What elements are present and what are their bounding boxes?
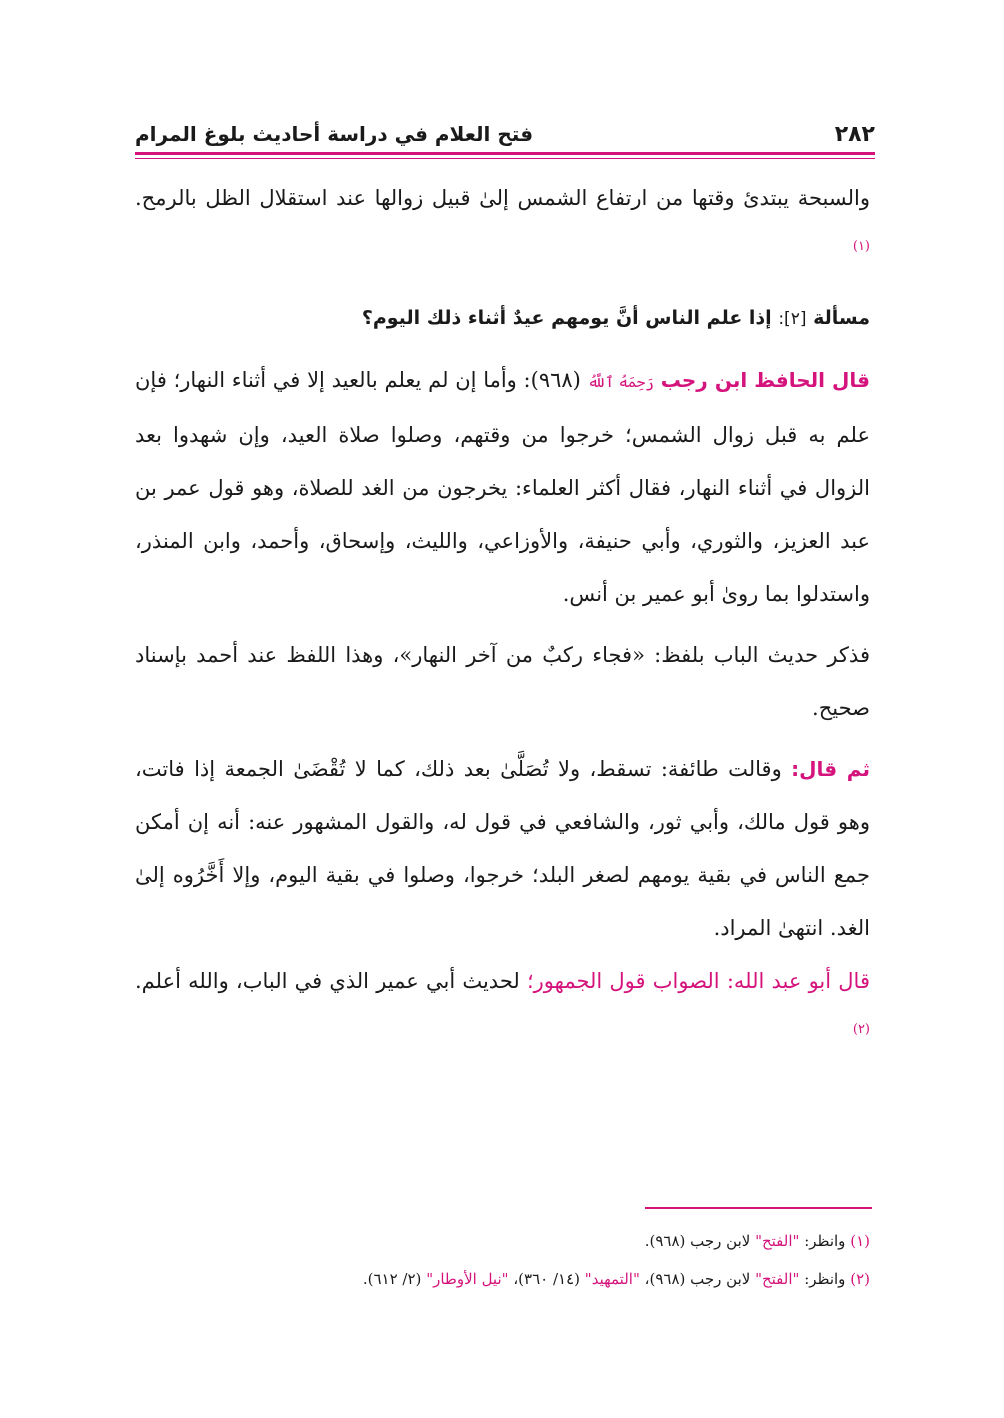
page-header: [135, 118, 875, 154]
main-text: [135, 172, 870, 1061]
paragraph-3-text: فذكر حديث الباب بلفظ: «فجاء ركبٌ من آخر النهار»، وهذا اللفظ عند أحمد بإسناد صحيح.: [135, 643, 870, 720]
footnote-2-source-3: "نيل الأوطار": [426, 1270, 509, 1288]
footnote-2-rest: (٢/ ٦١٢).: [362, 1270, 422, 1288]
paragraph-4: [135, 743, 870, 955]
page-number: ٢٨٢: [834, 122, 875, 147]
paragraph-1-text: والسبحة يبتدئ وقتها من ارتفاع الشمس إلىٰ قبيل زوالها عند استقلال الظل بالرمح.: [135, 186, 870, 210]
footnote-ref-2: (٢): [852, 1022, 870, 1037]
footnote-1: [135, 1222, 870, 1260]
footnote-1-source: "الفتح": [755, 1232, 800, 1250]
footnote-separator: [645, 1207, 872, 1209]
footnote-2-mid-2: (١٤/ ٣٦٠)،: [513, 1270, 581, 1288]
footnote-1-rest: لابن رجب (٩٦٨).: [644, 1232, 751, 1250]
honorific-mark: رَحِمَهُ ٱللَّهُ: [587, 373, 654, 391]
paragraph-5: [135, 955, 870, 1061]
paragraph-4-lead: ثم قال:: [791, 757, 870, 781]
running-book-title: فتح العلام في دراسة أحاديث بلوغ المرام: [135, 122, 534, 146]
footnotes: [135, 1222, 870, 1298]
issue-label: مسألة: [813, 307, 870, 329]
issue-heading: [135, 292, 870, 346]
header-rule-thick: [135, 152, 875, 155]
issue-title: إذا علم الناس أنَّ يومهم عيدٌ أثناء ذلك اليوم؟: [361, 307, 772, 329]
issue-number: [٢]:: [778, 309, 807, 329]
footnote-2-source-2: "التمهيد": [584, 1270, 640, 1288]
footnote-ref-1: (١): [852, 239, 870, 254]
footnote-2-mid-1: لابن رجب (٩٦٨)،: [644, 1270, 751, 1288]
paragraph-1: [135, 172, 870, 278]
paragraph-5-lead: قال أبو عبد الله: الصواب قول الجمهور؛: [526, 969, 870, 993]
footnote-2-number: (٢): [850, 1270, 870, 1288]
paragraph-4-text: وقالت طائفة: تسقط، ولا تُصَلَّىٰ بعد ذلك، كما لا تُقْضَىٰ الجمعة إذا فاتت، وهو قول مالك، وأبي ثور، والشافعي في قول له، والقول المشهور عنه: أنه إن أمكن جمع الناس في بقية يومهم لصغر البلد؛ خرجوا، وصلوا في بقية اليوم، وإلا أَخَّرُوه إلىٰ الغد. انتهىٰ المراد.: [135, 757, 870, 940]
paragraph-5-text: لحديث أبي عمير الذي في الباب، والله أعلم.: [135, 969, 520, 993]
paragraph-2: [135, 354, 870, 621]
paragraph-2-text: (٩٦٨): وأما إن لم يعلم بالعيد إلا في أثناء النهار؛ فإن علم به قبل زوال الشمس؛ خرجوا من وقتهم، وصلوا صلاة العيد، وإن شهدوا بعد الزوال في أثناء النهار، فقال أكثر العلماء: يخرجون من الغد للصلاة، وهو قول عمر بن عبد العزيز، والثوري، وأبي حنيفة، والأوزاعي، والليث، وإسحاق، وأحمد، وابن المنذر، واستدلوا بما روىٰ أبو عمير بن أنس.: [135, 368, 870, 606]
footnote-2-prefix: وانظر:: [804, 1270, 846, 1288]
footnote-2-source-1: "الفتح": [755, 1270, 800, 1288]
paragraph-2-lead: قال الحافظ ابن رجب: [660, 368, 870, 392]
paragraph-3: [135, 629, 870, 735]
header-rule-thin: [135, 158, 875, 159]
footnote-1-prefix: وانظر:: [804, 1232, 846, 1250]
footnote-1-number: (١): [850, 1232, 870, 1250]
footnote-2: [135, 1260, 870, 1298]
